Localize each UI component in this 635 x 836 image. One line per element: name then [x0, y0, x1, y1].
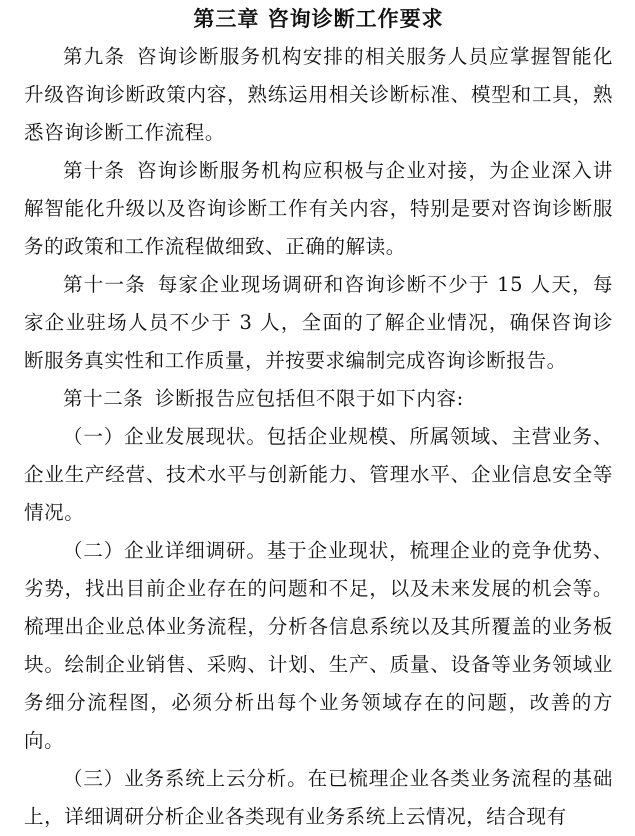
article-9 — [24, 38, 613, 152]
list-item-3: （三）业务系统上云分析。在已梳理企业各类业务流程的基础上，详细调研分析企业各类现有业务系统上云情况，结合现有 — [24, 767, 613, 828]
list-item-1: （一）企业发展现状。包括企业规模、所属领域、主营业务、企业生产经营、技术水平与创新能力、管理水平、企业信息安全等情况。 — [24, 425, 613, 524]
article-12 — [24, 380, 613, 418]
article-11 — [24, 266, 613, 380]
article-10 — [24, 152, 613, 266]
article-label: 第九条 — [63, 45, 126, 68]
article-label: 第十一条 — [63, 273, 147, 296]
chapter-title: 第三章 咨询诊断工作要求 — [193, 7, 444, 31]
article-label: 第十条 — [63, 159, 126, 182]
article-text: 每家企业现场调研和咨询诊断不少于 15 人天，每家企业驻场人员不少于 3 人，全面的了解企业情况，确保咨询诊断服务真实性和工作质量，并按要求编制完成咨询诊断报告。 — [24, 273, 613, 372]
article-text: 咨询诊断服务机构安排的相关服务人员应掌握智能化升级咨询诊断政策内容，熟练运用相关诊断标准、模型和工具，熟悉咨询诊断工作流程。 — [24, 45, 613, 144]
article-text: 诊断报告应包括但不限于如下内容: — [155, 387, 464, 410]
article-text: 咨询诊断服务机构应积极与企业对接，为企业深入讲解智能化升级以及咨询诊断工作有关内容，特别是要对咨询诊断服务的政策和工作流程做细致、正确的解读。 — [24, 159, 613, 258]
article-label: 第十二条 — [63, 387, 144, 410]
list-item-2: （二）企业详细调研。基于企业现状，梳理企业的竞争优势、劣势，找出目前企业存在的问题和不足，以及未来发展的机会等。梳理出企业总体业务流程，分析各信息系统以及其所覆盖的业务板块。绘制企业销售、采购、计划、生产、质量、设备等业务领域业务细分流程图，必须分析出每个业务领域存在的问题，改善的方向。 — [24, 539, 613, 752]
